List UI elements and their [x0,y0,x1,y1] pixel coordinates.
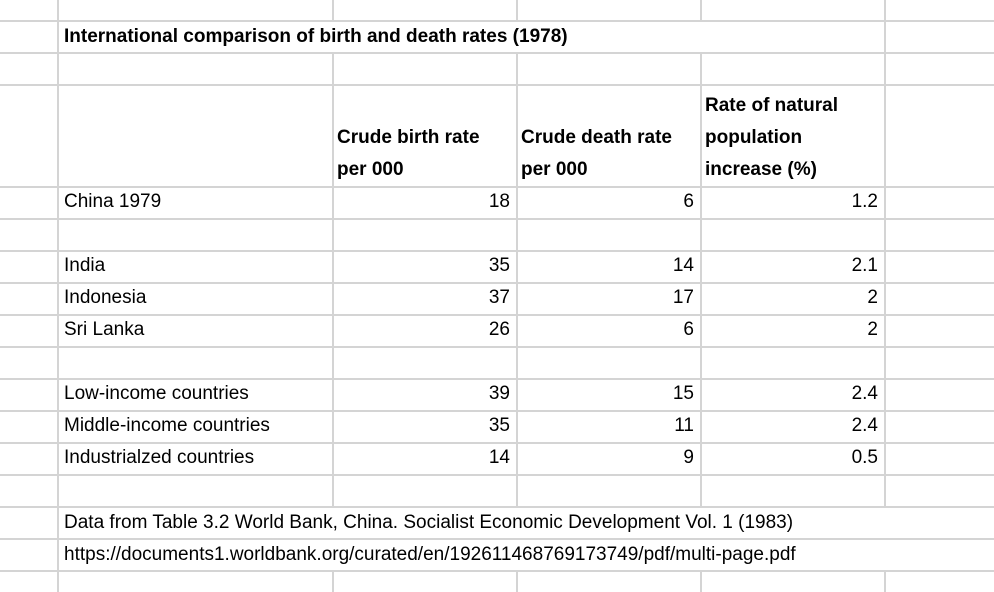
header-death-rate[interactable] [518,86,700,186]
death-rate-cell[interactable]: 6 [683,191,694,212]
death-rate-cell[interactable]: 15 [672,383,694,404]
grid-row-line [0,474,994,476]
death-rate-cell[interactable]: 6 [683,319,694,340]
increase-cell[interactable]: 0.5 [851,447,878,468]
header-increase-line2: population [705,127,803,148]
birth-rate-cell[interactable]: 26 [488,319,510,340]
birth-rate-cell[interactable]: 14 [488,447,510,468]
increase-cell[interactable]: 2 [867,287,878,308]
increase-cell[interactable]: 2 [867,319,878,340]
death-rate-cell[interactable]: 9 [683,447,694,468]
death-rate-cell[interactable]: 17 [672,287,694,308]
header-increase-line3: increase (%) [705,159,817,180]
row-label[interactable]: India [64,255,106,276]
increase-cell[interactable]: 2.4 [851,415,878,436]
row-label[interactable]: Indonesia [64,287,147,308]
death-rate-cell[interactable]: 14 [672,255,694,276]
increase-cell[interactable]: 1.2 [851,191,878,212]
header-birth-line2: per 000 [337,159,404,180]
header-increase-line1: Rate of natural [705,95,839,116]
row-label[interactable]: Sri Lanka [64,319,145,340]
death-rate-cell[interactable]: 11 [674,415,694,436]
grid-col-line [884,0,886,592]
source-url[interactable]: https://documents1.worldbank.org/curated/en/192611468769173749/pdf/multi-page.pdf [59,540,984,570]
header-label-blank[interactable] [59,86,332,186]
grid-row-line [0,218,994,220]
birth-rate-cell[interactable]: 18 [488,191,510,212]
source-note[interactable]: Data from Table 3.2 World Bank, China. Socialist Economic Development Vol. 1 (1983) [59,508,984,538]
header-natural-increase[interactable] [702,86,884,186]
birth-rate-cell[interactable]: 35 [488,255,510,276]
row-label[interactable]: Middle-income countries [64,415,270,436]
grid-row-line [0,52,994,54]
increase-cell[interactable]: 2.1 [851,255,878,276]
grid-row-line [0,570,994,572]
birth-rate-cell[interactable]: 35 [488,415,510,436]
row-label[interactable]: China 1979 [64,191,162,212]
header-birth-line1: Crude birth rate [337,127,480,148]
header-death-line2: per 000 [521,159,588,180]
header-birth-rate[interactable] [334,86,516,186]
birth-rate-cell[interactable]: 39 [488,383,510,404]
table-title[interactable]: International comparison of birth and death rates (1978) [59,22,705,52]
row-label[interactable]: Low-income countries [64,383,249,404]
birth-rate-cell[interactable]: 37 [488,287,510,308]
grid-row-line [0,346,994,348]
row-label[interactable]: Industrialzed countries [64,447,255,468]
header-death-line1: Crude death rate [521,127,672,148]
increase-cell[interactable]: 2.4 [851,383,878,404]
